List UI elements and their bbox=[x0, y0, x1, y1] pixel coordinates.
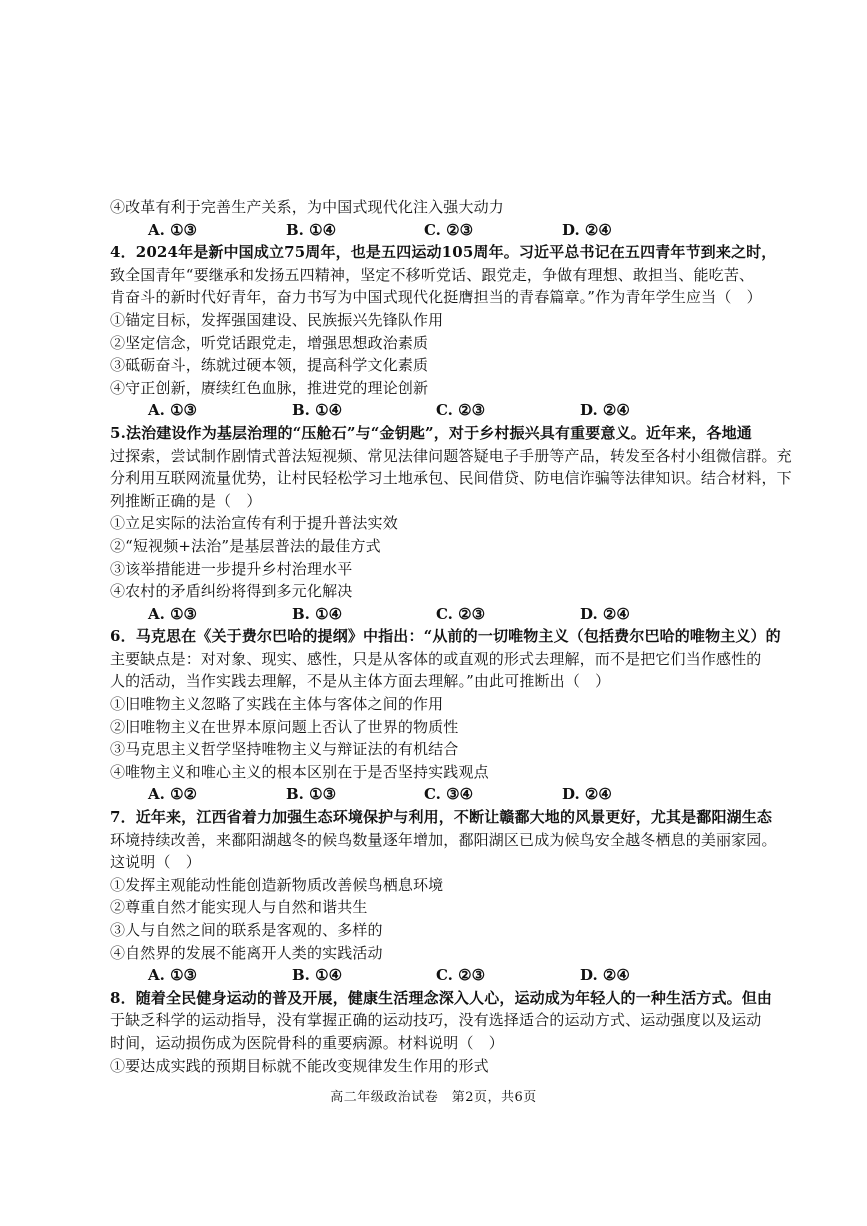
question-8-stem-line: 8．随着全民健身运动的普及开展，健康生活理念深入人心，运动成为年轻人的一种生活方式。但由 bbox=[110, 988, 773, 1007]
question-5-options bbox=[110, 603, 775, 626]
option-d: D. ②④ bbox=[562, 220, 612, 239]
question-7-item: ②尊重自然才能实现人与自然和谐共生 bbox=[110, 898, 368, 917]
question-8-item: ①要达成实践的预期目标就不能改变规律发生作用的形式 bbox=[110, 1056, 489, 1075]
question-4-options bbox=[110, 399, 775, 422]
option-a: A. ①③ bbox=[148, 401, 197, 420]
question-6-item: ①旧唯物主义忽略了实践在主体与客体之间的作用 bbox=[110, 695, 444, 714]
question-5-item: ②“短视频+法治”是基层普法的最佳方式 bbox=[110, 536, 381, 555]
option-c: C. ②③ bbox=[436, 966, 486, 985]
question-4-item: ①锚定目标，发挥强国建设、民族振兴先锋队作用 bbox=[110, 310, 444, 329]
question-4 bbox=[110, 241, 775, 422]
option-b: B. ①③ bbox=[286, 785, 337, 804]
option-d: D. ②④ bbox=[580, 401, 630, 420]
option-b: B. ①④ bbox=[292, 966, 343, 985]
question-7-stem-line: 环境持续改善，来鄱阳湖越冬的候鸟数量逐年增加，鄱阳湖区已成为候鸟安全越冬栖息的美丽家园。 bbox=[110, 830, 777, 849]
question-4-stem-line: 4．2024年是新中国成立75周年，也是五四运动105周年。习近平总书记在五四青年节到来之时， bbox=[110, 243, 777, 262]
question-7-stem-line: 这说明（ ） bbox=[110, 853, 201, 872]
option-a: A. ①③ bbox=[148, 966, 197, 985]
question-4-item: ②坚定信念，听党话跟党走，增强思想政治素质 bbox=[110, 333, 429, 352]
question-5-stem-line: 过探索，尝试制作剧情式普法短视频、常见法律问题答疑电子手册等产品，转发至各村小组微信群。充 bbox=[110, 446, 792, 465]
question-5-stem-line: 5.法治建设作为基层治理的“压舱石”与“金钥匙”，对于乡村振兴具有重要意义。近年来，各地通 bbox=[110, 423, 752, 442]
question-6-stem-line: 主要缺点是：对对象、现实、感性，只是从客体的或直观的形式去理解，而不是把它们当作感性的 bbox=[110, 649, 762, 668]
option-c: C. ②③ bbox=[436, 604, 486, 623]
option-b: B. ①④ bbox=[292, 401, 343, 420]
question-4-item: ④守正创新，赓续红色血脉，推进党的理论创新 bbox=[110, 378, 429, 397]
option-d: D. ②④ bbox=[580, 966, 630, 985]
question-6-stem-line: 6．马克思在《关于费尔巴哈的提纲》中指出：“从前的一切唯物主义（包括费尔巴哈的唯物主义）的 bbox=[110, 627, 781, 646]
option-c: C. ②③ bbox=[436, 401, 486, 420]
question-5-item: ③该举措能进一步提升乡村治理水平 bbox=[110, 559, 353, 578]
question-6-options bbox=[110, 783, 775, 806]
option-a: A. ①③ bbox=[148, 604, 197, 623]
question-7-item: ①发挥主观能动性能创造新物质改善候鸟栖息环境 bbox=[110, 875, 444, 894]
option-d: D. ②④ bbox=[580, 604, 630, 623]
page-content bbox=[110, 196, 792, 1077]
page-footer: 高二年级政治试卷 第2页，共6页 bbox=[330, 1090, 537, 1105]
question-7-options bbox=[110, 964, 775, 987]
question-7-stem-line: 7．近年来，江西省着力加强生态环境保护与利用，不断让赣鄱大地的风景更好，尤其是鄱阳湖生态 bbox=[110, 808, 773, 827]
question-5-item: ④农村的矛盾纠纷将得到多元化解决 bbox=[110, 582, 353, 601]
question-5-stem-line: 分利用互联网流量优势，让村民轻松学习土地承包、民间借贷、防电信诈骗等法律知识。结合材料，下 bbox=[110, 469, 792, 488]
question-8-stem-line: 于缺乏科学的运动指导，没有掌握正确的运动技巧，没有选择适合的运动方式、运动强度以及运动 bbox=[110, 1011, 762, 1030]
question-4-item: ③砥砺奋斗，练就过硬本领，提高科学文化素质 bbox=[110, 356, 429, 375]
question-6-item: ③马克思主义哲学坚持唯物主义与辩证法的有机结合 bbox=[110, 740, 459, 759]
option-b: B. ①④ bbox=[286, 220, 337, 239]
question-6-item: ④唯物主义和唯心主义的根本区别在于是否坚持实践观点 bbox=[110, 762, 489, 781]
question-4-stem-line: 肯奋斗的新时代好青年，奋力书写为中国式现代化挺膺担当的青春篇章。”作为青年学生应当（ ） bbox=[110, 288, 762, 307]
option-a: A. ①③ bbox=[148, 220, 197, 239]
question-5-stem-line: 列推断正确的是（ ） bbox=[110, 491, 262, 510]
question-3-options bbox=[110, 219, 775, 242]
question-7-item: ④自然界的发展不能离开人类的实践活动 bbox=[110, 943, 383, 962]
option-b: B. ①④ bbox=[292, 604, 343, 623]
option-c: C. ③④ bbox=[424, 785, 474, 804]
question-4-stem-line: 致全国青年“要继承和发扬五四精神，坚定不移听党话、跟党走，争做有理想、敢担当、能吃苦、 bbox=[110, 265, 755, 284]
question-3-item-4: ④改革有利于完善生产关系，为中国式现代化注入强大动力 bbox=[110, 198, 504, 216]
question-6-item: ②旧唯物主义在世界本原问题上否认了世界的物质性 bbox=[110, 717, 459, 736]
option-c: C. ②③ bbox=[424, 220, 474, 239]
question-6 bbox=[110, 625, 781, 806]
question-6-stem-line: 人的活动，当作实践去理解，不是从主体方面去理解。”由此可推断出（ ） bbox=[110, 672, 611, 691]
question-3-tail bbox=[110, 196, 775, 241]
question-8-stem-line: 时间，运动损伤成为医院骨科的重要病源。材料说明（ ） bbox=[110, 1033, 504, 1052]
option-a: A. ①② bbox=[148, 785, 197, 804]
question-5-item: ①立足实际的法治宣传有利于提升普法实效 bbox=[110, 514, 398, 533]
option-d: D. ②④ bbox=[562, 785, 612, 804]
question-7 bbox=[110, 806, 775, 987]
question-8 bbox=[110, 987, 775, 1077]
question-5 bbox=[110, 422, 792, 625]
question-7-item: ③人与自然之间的联系是客观的、多样的 bbox=[110, 921, 383, 939]
